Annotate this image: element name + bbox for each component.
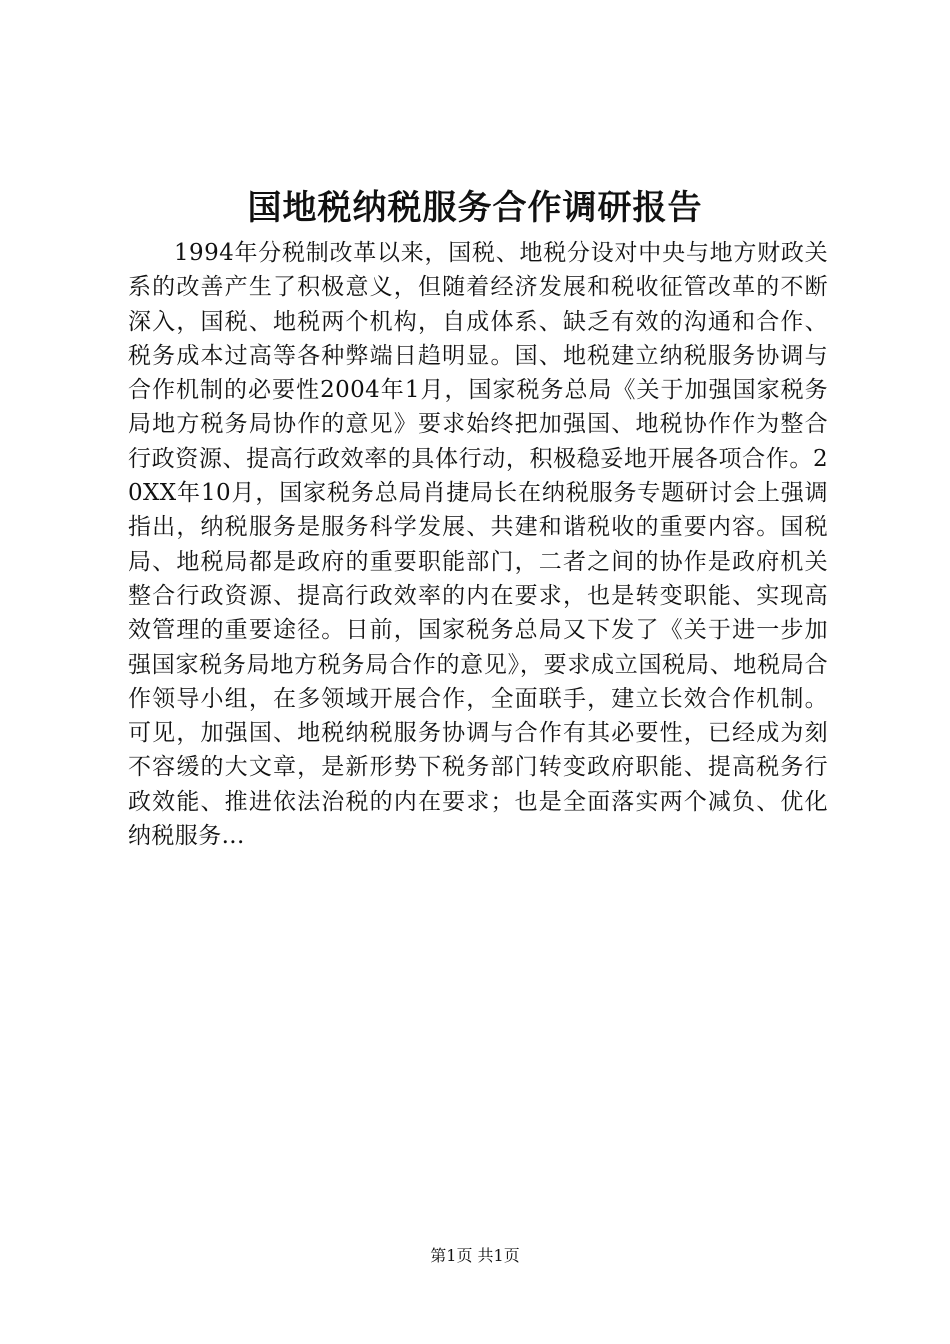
- body-paragraph: 1994年分税制改革以来，国税、地税分设对中央与地方财政关系的改善产生了积极意义，但随着经济发展和税收征管改革的不断深入，国税、地税两个机构，自成体系、缺乏有效的沟通和合作、税务成本过高等各种弊端日趋明显。国、地税建立纳税服务协调与合作机制的必要性2004年1月，国家税务总局《关于加强国家税务局地方税务局协作的意见》要求始终把加强国、地税协作作为整合行政资源、提高行政效率的具体行动，积极稳妥地开展各项合作。20XX年10月，国家税务总局肖捷局长在纳税服务专题研讨会上强调指出，纳税服务是服务科学发展、共建和谐税收的重要内容。国税局、地税局都是政府的重要职能部门，二者之间的协作是政府机关整合行政资源、提高行政效率的内在要求，也是转变职能、实现高效管理的重要途径。日前，国家税务总局又下发了《关于进一步加强国家税务局地方税务局合作的意见》，要求成立国税局、地税局合作领导小组，在多领域开展合作，全面联手，建立长效合作机制。可见，加强国、地税纳税服务协调与合作有其必要性，已经成为刻不容缓的大文章，是新形势下税务部门转变政府职能、提高税务行政效能、推进依法治税的内在要求；也是全面落实两个减负、优化纳税服务...: [128, 240, 828, 850]
- document-title: 国地税纳税服务合作调研报告: [247, 188, 703, 228]
- page-footer: 第1页 共1页: [430, 1246, 520, 1265]
